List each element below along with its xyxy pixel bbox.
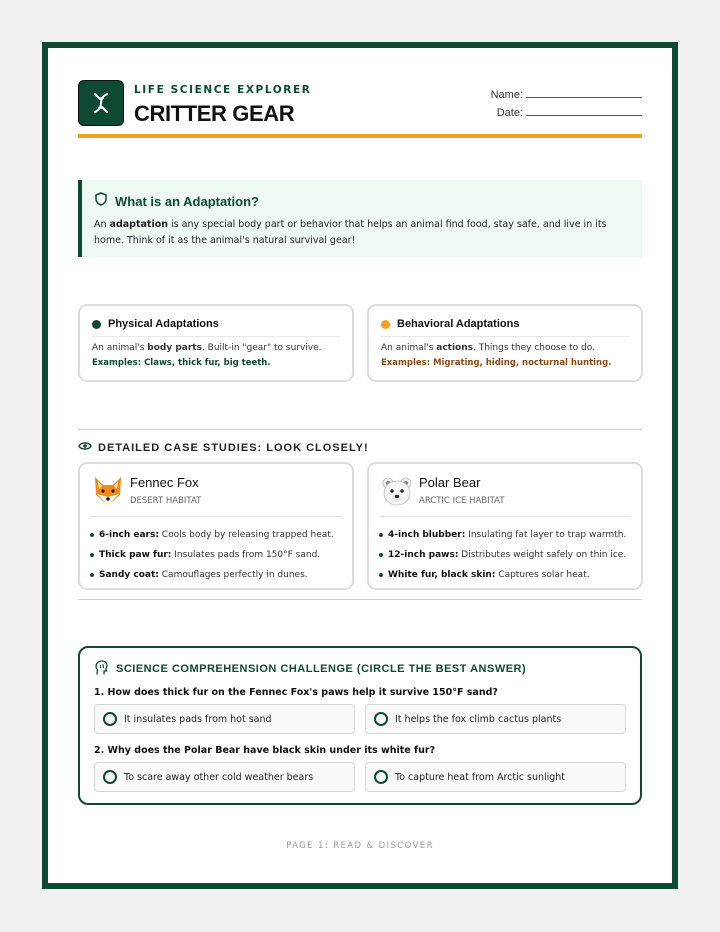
orange-dot-icon <box>381 320 390 329</box>
brain-icon <box>94 660 109 678</box>
eye-icon <box>78 440 92 455</box>
list-item: Thick paw fur: Insulates pads from 150°F sand. <box>90 545 342 565</box>
question-2: 2. Why does the Polar Bear have black skin under its white fur? <box>94 745 436 756</box>
behavioral-adaptations-card <box>367 304 643 382</box>
green-dot-icon <box>92 320 101 329</box>
habitat-label: ARCTIC ICE HABITAT <box>419 496 505 506</box>
list-item: 12-inch paws: Distributes weight safely on thin ice. <box>379 545 631 565</box>
answer-option[interactable]: It insulates pads from hot sand <box>94 704 355 734</box>
callout-title: What is an Adaptation? <box>115 194 259 209</box>
list-item: 6-inch ears: Cools body by releasing trapped heat. <box>90 525 342 545</box>
adaptation-definition-callout <box>78 180 642 257</box>
header-rule <box>78 134 642 138</box>
radio-circle-icon <box>103 770 117 784</box>
polar-bear-face-icon <box>381 475 413 507</box>
physical-adaptations-card <box>78 304 354 382</box>
page-footer: PAGE 1: READ & DISCOVER <box>286 841 434 851</box>
animal-name: Fennec Fox <box>130 475 199 490</box>
answer-option[interactable]: To capture heat from Arctic sunlight <box>365 762 626 792</box>
dna-helix-icon <box>78 80 124 126</box>
name-field[interactable] <box>526 87 642 98</box>
list-item: 4-inch blubber: Insulating fat layer to trap warmth. <box>379 525 631 545</box>
section-divider <box>78 429 642 430</box>
series-kicker: LIFE SCIENCE EXPLORER <box>134 84 312 96</box>
worksheet-page <box>42 42 678 889</box>
challenge-title: SCIENCE COMPREHENSION CHALLENGE (CIRCLE THE BEST ANSWER) <box>116 663 527 675</box>
polar-bear-card <box>367 462 643 590</box>
fox-face-icon <box>92 475 124 507</box>
card-description: An animal's actions. Things they choose to do. <box>381 343 595 353</box>
radio-circle-icon <box>374 712 388 726</box>
habitat-label: DESERT HABITAT <box>130 496 202 506</box>
fact-list <box>90 525 342 585</box>
answer-option[interactable]: To scare away other cold weather bears <box>94 762 355 792</box>
shield-icon <box>94 192 108 211</box>
adaptation-term: adaptation <box>109 219 169 230</box>
answer-option[interactable]: It helps the fox climb cactus plants <box>365 704 626 734</box>
card-title: Behavioral Adaptations <box>397 318 520 330</box>
card-examples: Examples: Claws, thick fur, big teeth. <box>92 358 271 368</box>
date-label: Date: <box>496 107 523 119</box>
comprehension-challenge <box>78 646 642 805</box>
fact-list <box>379 525 631 585</box>
animal-name: Polar Bear <box>419 475 481 490</box>
student-fields <box>491 86 642 122</box>
header <box>78 80 642 142</box>
callout-body: An adaptation is any special body part or behavior that helps an animal find food, stay safe, and live in its home. Think of it as the animal's natural survival gear! <box>94 219 607 246</box>
card-examples: Examples: Migrating, hiding, nocturnal hunting. <box>381 358 612 368</box>
radio-circle-icon <box>103 712 117 726</box>
card-title: Physical Adaptations <box>108 318 219 330</box>
radio-circle-icon <box>374 770 388 784</box>
case-studies-heading: DETAILED CASE STUDIES: LOOK CLOSELY! <box>78 440 369 455</box>
question-1: 1. How does thick fur on the Fennec Fox's paws help it survive 150°F sand? <box>94 687 498 698</box>
fennec-fox-card <box>78 462 354 590</box>
name-label: Name: <box>490 89 523 101</box>
card-description: An animal's body parts. Built-in "gear" to survive. <box>92 343 322 353</box>
list-item: White fur, black skin: Captures solar heat. <box>379 565 631 585</box>
section-divider <box>78 599 642 600</box>
date-field[interactable] <box>526 105 642 116</box>
list-item: Sandy coat: Camouflages perfectly in dunes. <box>90 565 342 585</box>
page-title: CRITTER GEAR <box>134 101 295 126</box>
